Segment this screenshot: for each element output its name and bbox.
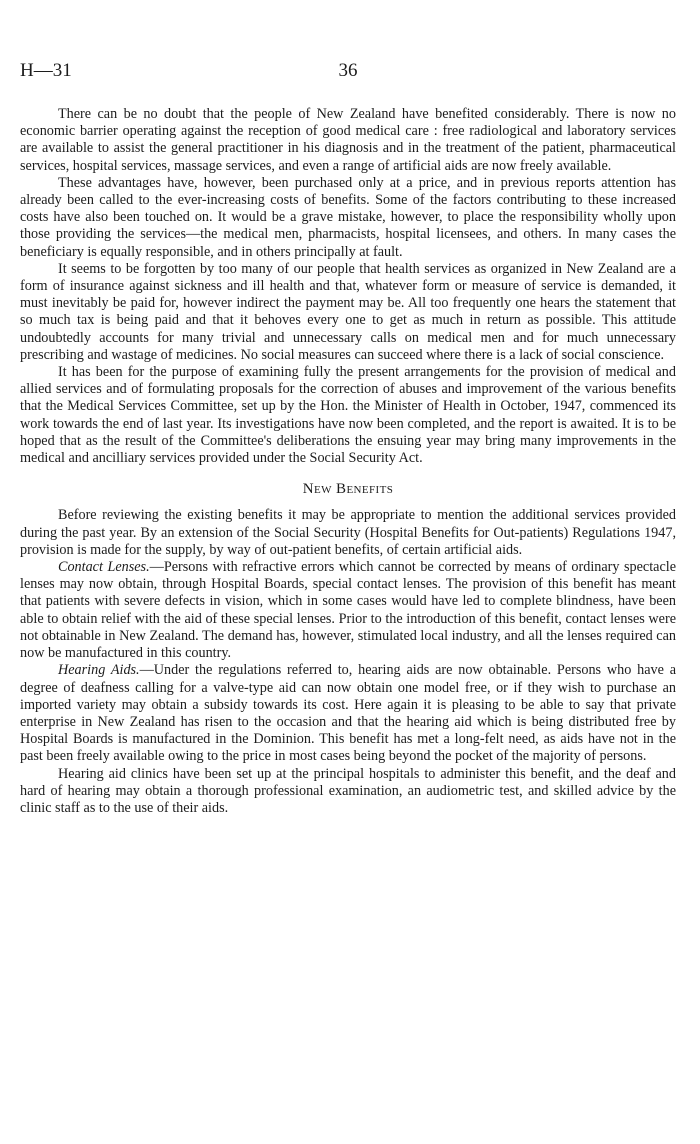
- section-heading: New Benefits: [302, 481, 394, 498]
- paragraph: There can be no doubt that the people of New Zealand have benefited considerably. There is now no economic barrier operating against the reception of good medical care : free radiological and laboratory services are available to assist the general practitioner in his diagnosis and in the treatment of the patient, pharmaceutical services, hospital services, massage services, and even a range of artificial aids are now freely available.: [20, 106, 676, 174]
- paragraph-contact-lenses: [20, 559, 676, 662]
- paragraph: Before reviewing the existing benefits it may be appropriate to mention the additional services provided during the past year. By an extension of the Social Security (Hospital Benefits for Out-patients) Regulations 1947, provision is made for the supply, by way of out-patient benefits, of certain artificial aids.: [20, 507, 676, 558]
- paragraph-text: —Under the regulations referred to, hearing aids are now obtainable. Persons who have a degree of deafness calling for a valve-type aid can now obtain one model free, or if they wish to purchase an imported variety may obtain a subsidy towards its cost. Here again it is pleasing to be able to say that private enterprise in New Zealand has risen to the occasion and that the hearing aid which is being distributed free by Hospital Boards is manufactured in the Dominion. This benefit has met a long-felt need, as aids have not in the past been freely available owing to the price in most cases being beyond the pocket of the majority of persons.: [20, 662, 676, 765]
- paragraph: It has been for the purpose of examining fully the present arrangements for the provision of medical and allied services and of formulating proposals for the correction of abuses and improvement of the various benefits that the Medical Services Committee, set up by the Hon. the Minister of Health in October, 1947, commenced its work towards the end of last year. Its investigations have now been completed, and the report is awaited. It is to be hoped that as the result of the Committee's deliberations the ensuing year may bring many improvements in the medical and ancilliary services provided under the Social Security Act.: [20, 364, 676, 467]
- paragraph: These advantages have, however, been purchased only at a price, and in previous reports attention has already been called to the ever-increasing costs of benefits. Some of the factors contributing to these increased costs have also been touched on. It would be a grave mistake, however, to place the responsibility wholly upon those providing the services—the medical men, pharmacists, hospital licensees, and others. In many cases the beneficiary is equally responsible, and in others principally at fault.: [20, 174, 676, 260]
- paragraph-text: —Persons with refractive errors which cannot be corrected by means of ordinary spectacle lenses may now obtain, through Hospital Boards, special contact lenses. The provision of this benefit has meant that patients with severe defects in vision, which in some cases would have led to complete blindness, have been able to obtain relief with the aid of these special lenses. Prior to the introduction of this benefit, contact lenses were not obtainable in New Zealand. The demand has, however, stimulated local industry, and all the lenses required can now be manufactured in this country.: [20, 559, 677, 662]
- run-in-heading: Hearing Aids.: [58, 662, 140, 679]
- body-text: [20, 106, 676, 817]
- paragraph: Hearing aid clinics have been set up at the principal hospitals to administer this benefit, and the deaf and hard of hearing may obtain a thorough professional examination, an audiometric test, and skilled advice by the clinic staff as to the use of their aids.: [20, 765, 676, 816]
- running-head: [20, 62, 676, 84]
- paragraph-hearing-aids: [20, 662, 676, 765]
- document-reference: H—31: [20, 60, 72, 81]
- run-in-heading: Contact Lenses.: [58, 559, 150, 576]
- paragraph: It seems to be forgotten by too many of our people that health services as organized in New Zealand are a form of insurance against sickness and ill health and that, whatever form or measure of service is demanded, it must inevitably be paid for, however indirect the payment may be. All too frequently one hears the statement that so much tax is being paid and that it behoves every one to get as much in return as possible. This attitude undoubtedly accounts for many trivial and unnecessary calls on medical men and for much unnecessary prescribing and wastage of medicines. No social measures can succeed where there is a lack of social conscience.: [20, 260, 676, 363]
- page-number: 36: [338, 60, 358, 81]
